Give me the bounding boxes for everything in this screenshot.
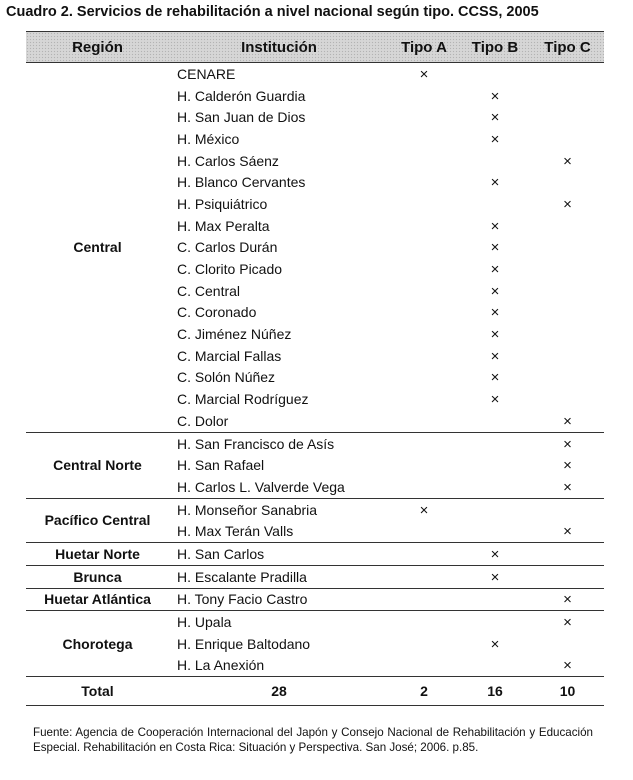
institution-name: H. Tony Facio Castro xyxy=(177,591,308,608)
institution-name: H. Carlos Sáenz xyxy=(177,152,279,169)
x-mark-icon: × xyxy=(490,369,500,387)
tipo-a-cell xyxy=(389,66,459,82)
table-row xyxy=(169,543,604,565)
table-row xyxy=(169,258,604,280)
institution-name: C. Dolor xyxy=(177,412,229,429)
table-row xyxy=(169,193,604,215)
total-institucion: 28 xyxy=(271,683,287,700)
table-row xyxy=(169,345,604,367)
total-label: Total xyxy=(81,683,114,700)
table-row xyxy=(169,454,604,476)
institution-name: H. San Juan de Dios xyxy=(177,109,306,126)
region-group xyxy=(26,433,604,499)
institution-name: CENARE xyxy=(177,65,236,82)
x-mark-icon: × xyxy=(490,174,500,192)
region-label: Central Norte xyxy=(53,457,142,474)
tipo-b-cell xyxy=(459,88,531,104)
table-row xyxy=(169,476,604,498)
tipo-c-cell xyxy=(531,479,604,495)
source-note: Fuente: Agencia de Cooperación Internacional del Japón y Consejo Nacional de Rehabilitación y Educación Especial. Rehabilitación en Costa Rica: Situación y Perspectiva. San José; 2006. p.85. xyxy=(33,726,593,754)
x-mark-icon: × xyxy=(563,152,572,170)
x-mark-icon: × xyxy=(490,391,500,409)
institution-name: H. Blanco Cervantes xyxy=(177,174,306,191)
table-row xyxy=(169,150,604,172)
institution-name: H. San Francisco de Asís xyxy=(177,435,335,452)
institution-name: C. Carlos Durán xyxy=(177,239,278,256)
x-mark-icon: × xyxy=(563,412,572,430)
institution-name: H. Enrique Baltodano xyxy=(177,635,311,652)
x-mark-icon: × xyxy=(563,478,572,496)
table-row xyxy=(169,566,604,588)
table-row xyxy=(169,367,604,389)
table-row xyxy=(169,520,604,542)
institution-name: H. Escalante Pradilla xyxy=(177,568,307,585)
tipo-c-cell xyxy=(531,591,604,607)
x-mark-icon: × xyxy=(563,435,572,453)
tipo-b-cell xyxy=(459,636,531,652)
x-mark-icon: × xyxy=(490,109,500,127)
x-mark-icon: × xyxy=(563,457,572,475)
region-group xyxy=(26,499,604,543)
x-mark-icon: × xyxy=(563,614,572,632)
institution-name: H. Psiquiátrico xyxy=(177,195,268,212)
tipo-c-cell xyxy=(531,196,604,212)
institution-name: H. San Carlos xyxy=(177,545,265,562)
services-table xyxy=(26,31,604,706)
tipo-b-cell xyxy=(459,326,531,342)
tipo-c-cell xyxy=(531,614,604,630)
institution-name: H. San Rafael xyxy=(177,457,265,474)
table-row xyxy=(169,302,604,324)
x-mark-icon: × xyxy=(563,195,572,213)
tipo-b-cell xyxy=(459,283,531,299)
institution-name: C. Jiménez Núñez xyxy=(177,326,292,343)
x-mark-icon: × xyxy=(563,523,572,541)
institution-name: C. Marcial Rodríguez xyxy=(177,391,309,408)
table-body xyxy=(26,63,604,677)
institution-name: C. Solón Núñez xyxy=(177,369,276,386)
table-row xyxy=(169,85,604,107)
x-mark-icon: × xyxy=(490,347,500,365)
x-mark-icon: × xyxy=(563,657,572,675)
x-mark-icon: × xyxy=(490,239,500,257)
institution-name: H. Monseñor Sanabria xyxy=(177,501,318,518)
tipo-b-cell xyxy=(459,369,531,385)
x-mark-icon: × xyxy=(419,65,429,83)
header-tipo-c: Tipo C xyxy=(544,38,591,56)
x-mark-icon: × xyxy=(490,326,500,344)
region-group xyxy=(26,543,604,566)
table-row xyxy=(169,128,604,150)
header-tipo-b: Tipo B xyxy=(471,38,519,56)
region-label: Central xyxy=(73,239,122,256)
total-tipo-a: 2 xyxy=(420,683,428,700)
institution-name: H. Upala xyxy=(177,614,232,631)
tipo-b-cell xyxy=(459,304,531,320)
institution-name: H. Carlos L. Valverde Vega xyxy=(177,478,345,495)
region-group xyxy=(26,566,604,589)
tipo-b-cell xyxy=(459,261,531,277)
institution-name: H. Calderón Guardia xyxy=(177,87,306,104)
tipo-b-cell xyxy=(459,109,531,125)
region-label: Huetar Atlántica xyxy=(44,591,151,608)
region-label: Huetar Norte xyxy=(55,545,140,562)
table-title: Cuadro 2. Servicios de rehabilitación a nivel nacional según tipo. CCSS, 2005 xyxy=(6,4,539,20)
total-row xyxy=(26,677,604,706)
x-mark-icon: × xyxy=(419,501,429,519)
tipo-b-cell xyxy=(459,391,531,407)
tipo-b-cell xyxy=(459,131,531,147)
tipo-c-cell xyxy=(531,523,604,539)
tipo-c-cell xyxy=(531,657,604,673)
table-row xyxy=(169,63,604,85)
header-tipo-a: Tipo A xyxy=(401,38,447,56)
institution-name: C. Coronado xyxy=(177,304,257,321)
x-mark-icon: × xyxy=(490,282,500,300)
table-row xyxy=(169,589,604,611)
institution-name: H. Max Terán Valls xyxy=(177,523,294,540)
tipo-c-cell xyxy=(531,436,604,452)
table-row xyxy=(169,171,604,193)
x-mark-icon: × xyxy=(490,568,500,586)
tipo-c-cell xyxy=(531,413,604,429)
tipo-b-cell xyxy=(459,348,531,364)
table-row xyxy=(169,433,604,455)
header-institucion: Institución xyxy=(241,38,317,56)
x-mark-icon: × xyxy=(490,87,500,105)
region-label: Pacífico Central xyxy=(44,512,151,529)
institution-name: C. Central xyxy=(177,282,241,299)
institution-name: H. Max Peralta xyxy=(177,217,270,234)
table-row xyxy=(169,106,604,128)
institution-name: H. México xyxy=(177,130,240,147)
tipo-c-cell xyxy=(531,153,604,169)
x-mark-icon: × xyxy=(490,635,500,653)
x-mark-icon: × xyxy=(490,130,500,148)
region-group xyxy=(26,611,604,677)
institution-name: H. La Anexión xyxy=(177,657,265,674)
table-row xyxy=(169,323,604,345)
tipo-c-cell xyxy=(531,457,604,473)
tipo-b-cell xyxy=(459,174,531,190)
table-header xyxy=(26,31,604,63)
table-row xyxy=(169,499,604,521)
table-row xyxy=(169,410,604,432)
tipo-b-cell xyxy=(459,569,531,585)
institution-name: C. Marcial Fallas xyxy=(177,347,282,364)
region-group xyxy=(26,63,604,433)
x-mark-icon: × xyxy=(563,591,572,609)
table-row xyxy=(169,655,604,677)
total-tipo-c: 10 xyxy=(559,683,576,700)
region-group xyxy=(26,589,604,612)
table-row xyxy=(169,280,604,302)
tipo-b-cell xyxy=(459,218,531,234)
region-label: Chorotega xyxy=(62,635,133,652)
table-row xyxy=(169,611,604,633)
total-tipo-b: 16 xyxy=(487,683,503,700)
institution-name: C. Clorito Picado xyxy=(177,261,283,278)
header-region: Región xyxy=(72,38,123,56)
x-mark-icon: × xyxy=(490,217,500,235)
x-mark-icon: × xyxy=(490,545,500,563)
tipo-b-cell xyxy=(459,239,531,255)
table-row xyxy=(169,215,604,237)
x-mark-icon: × xyxy=(490,304,500,322)
region-label: Brunca xyxy=(73,568,122,585)
x-mark-icon: × xyxy=(490,261,500,279)
tipo-a-cell xyxy=(389,502,459,518)
table-row xyxy=(169,388,604,410)
tipo-b-cell xyxy=(459,546,531,562)
table-row xyxy=(169,237,604,259)
table-row xyxy=(169,633,604,655)
